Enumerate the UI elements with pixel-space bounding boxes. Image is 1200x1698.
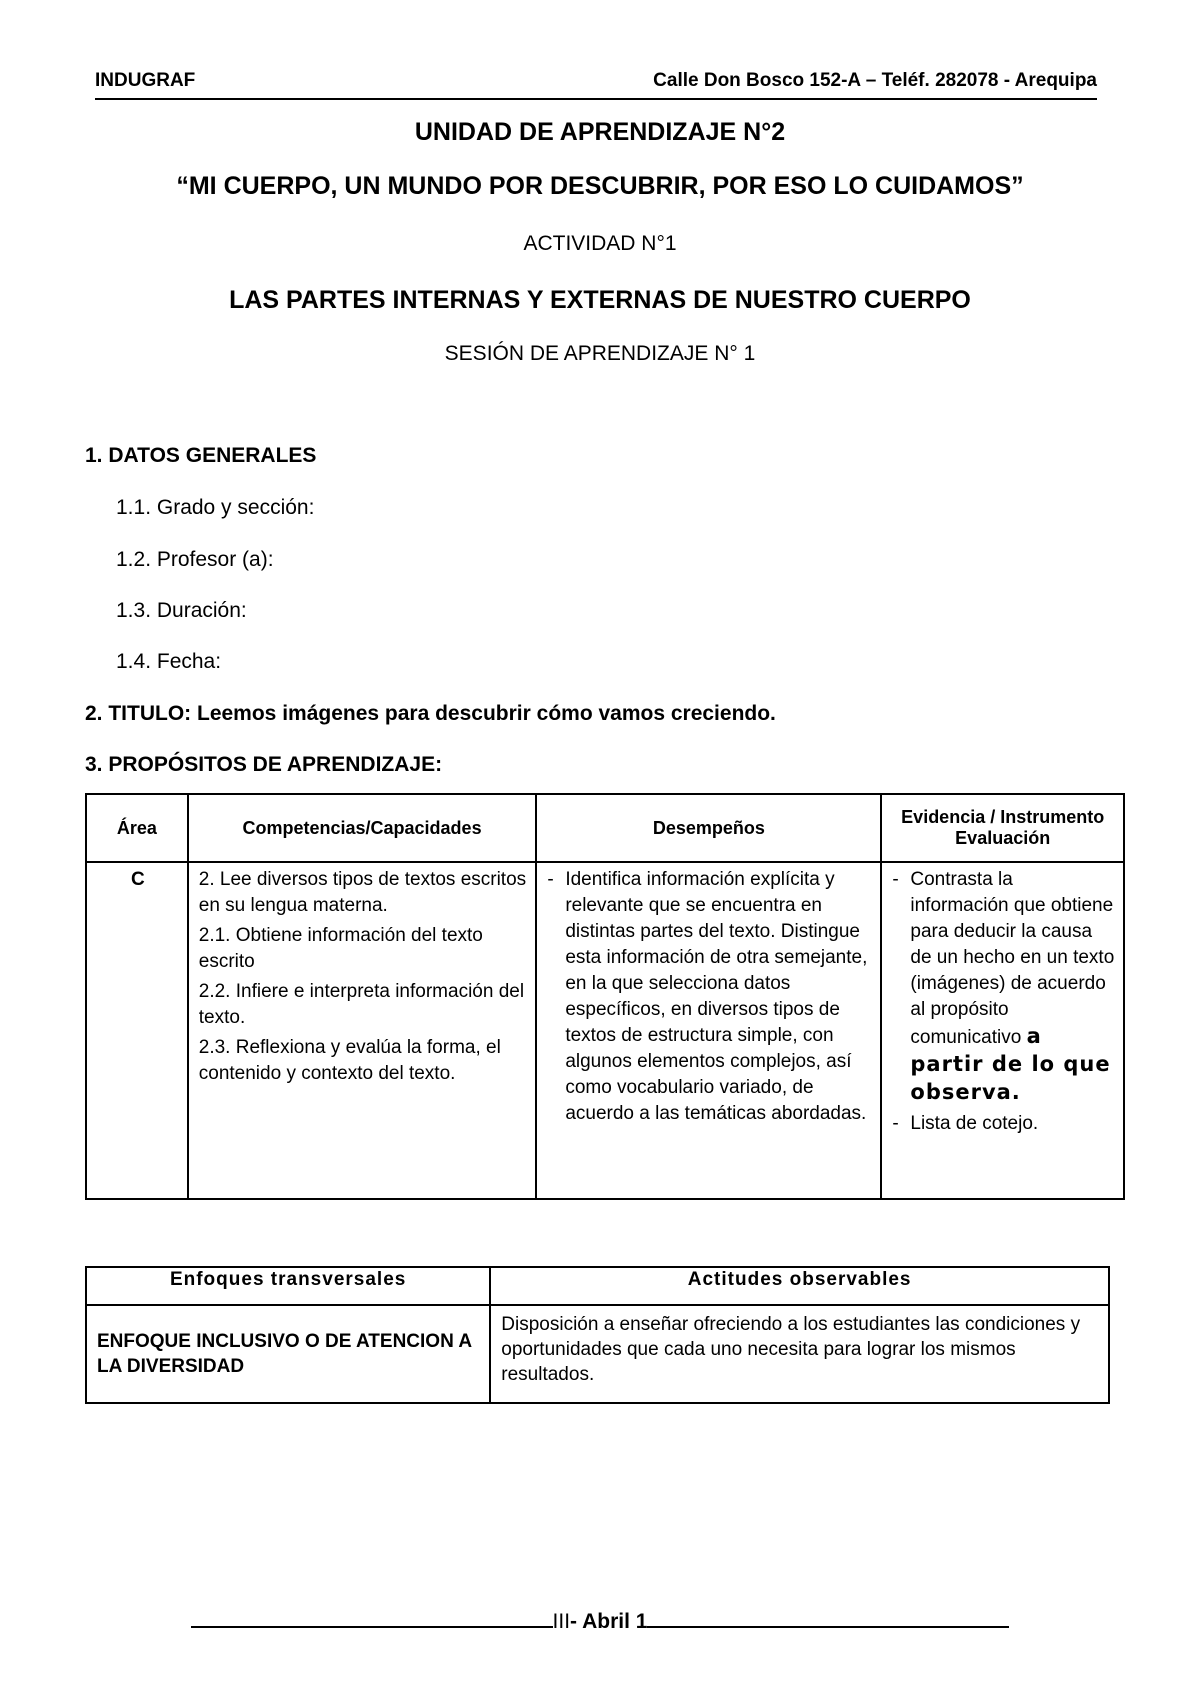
capacidad-text: 2.3. Reflexiona y evalúa la forma, el contenido y contexto del texto.	[198, 1037, 501, 1084]
desempeno-item	[547, 867, 872, 1127]
area-cell: C	[86, 862, 188, 1199]
table-header-row	[86, 794, 1124, 862]
header-actitudes: Actitudes observables	[490, 1267, 1109, 1305]
footer-prefix: III	[552, 1610, 571, 1633]
table-header-row	[86, 1267, 1109, 1305]
enfoque-name: ENFOQUE INCLUSIVO O DE ATENCION A LA DIVERSIDAD	[86, 1305, 490, 1403]
instrumento-item	[892, 1111, 1115, 1137]
table-row	[86, 1305, 1109, 1403]
datos-item-profesor: 1.2. Profesor (a):	[116, 548, 274, 571]
header-desempenos: Desempeños	[536, 794, 881, 862]
footer-rule-left	[191, 1608, 553, 1628]
evidencia-item	[892, 867, 1115, 1107]
dash-marker: -	[892, 869, 899, 890]
desempeno-text: Identifica información explícita y relevante que se encuentra en distintas partes del texto. Distingue esta información de otra semejante, en la que selecciona datos específicos, en diversos tipos de textos de estructura simple, con algunos elementos complejos, así como vocabulario variado, de acuerdo a las temáticas abordadas.	[565, 869, 868, 1124]
capacidad-text: 2.2. Infiere e interpreta información del texto.	[198, 981, 525, 1028]
table-row	[86, 862, 1124, 1199]
session-title: SESIÓN DE APRENDIZAJE N° 1	[444, 342, 756, 365]
evidencia-text-b: a partir de lo que observa.	[910, 1024, 1111, 1104]
session-titulo: 2. TITULO: Leemos imágenes para descubrir cómo vamos creciendo.	[85, 702, 776, 725]
footer-label: - Abril 1	[570, 1610, 648, 1633]
capacidades-cell	[188, 862, 537, 1199]
propositos-heading: 3. PROPÓSITOS DE APRENDIZAJE:	[85, 753, 443, 776]
datos-item-grado: 1.1. Grado y sección:	[116, 496, 315, 519]
enfoques-table	[85, 1266, 1110, 1404]
dash-marker: -	[892, 1113, 899, 1134]
datos-item-fecha: 1.4. Fecha:	[116, 650, 222, 673]
propositos-table	[85, 793, 1125, 1200]
instrumento-text: Lista de cotejo.	[910, 1113, 1039, 1134]
header-company: INDUGRAF	[95, 70, 196, 91]
header-enfoques: Enfoques transversales	[86, 1267, 490, 1305]
header-evidencia: Evidencia / Instrumento Evaluación	[881, 794, 1124, 862]
dash-marker: -	[547, 869, 554, 890]
activity-title: ACTIVIDAD N°1	[523, 232, 677, 255]
evidencia-cell	[881, 862, 1124, 1199]
unit-motto: “MI CUERPO, UN MUNDO POR DESCUBRIR, POR ESO LO CUIDAMOS”	[176, 172, 1024, 200]
header-competencias: Competencias/Capacidades	[188, 794, 537, 862]
competencia-text: 2. Lee diversos tipos de textos escritos en su lengua materna.	[198, 869, 527, 916]
evidencia-text-a: Contrasta la información que obtiene para deducir la causa de un hecho en un texto (imágenes) de acuerdo al propósito comunicativo	[910, 869, 1115, 1048]
topic-title: LAS PARTES INTERNAS Y EXTERNAS DE NUESTRO CUERPO	[229, 286, 971, 314]
evidencia-text	[910, 867, 1115, 1107]
header-address: Calle Don Bosco 152-A – Teléf. 282078 - Arequipa	[653, 70, 1097, 91]
footer-rule-right	[647, 1608, 1009, 1628]
header-area: Área	[86, 794, 188, 862]
capacidad-text: 2.1. Obtiene información del texto escrito	[198, 925, 483, 972]
datos-heading: 1. DATOS GENERALES	[85, 444, 317, 467]
page-footer	[0, 1608, 1200, 1634]
datos-item-duracion: 1.3. Duración:	[116, 599, 247, 622]
unit-title: UNIDAD DE APRENDIZAJE N°2	[414, 118, 786, 146]
actitud-text: Disposición a enseñar ofreciendo a los estudiantes las condiciones y oportunidades que cada uno necesita para lograr los mismos resultados.	[490, 1305, 1109, 1403]
header-rule	[95, 98, 1097, 100]
desempeno-cell	[536, 862, 881, 1199]
